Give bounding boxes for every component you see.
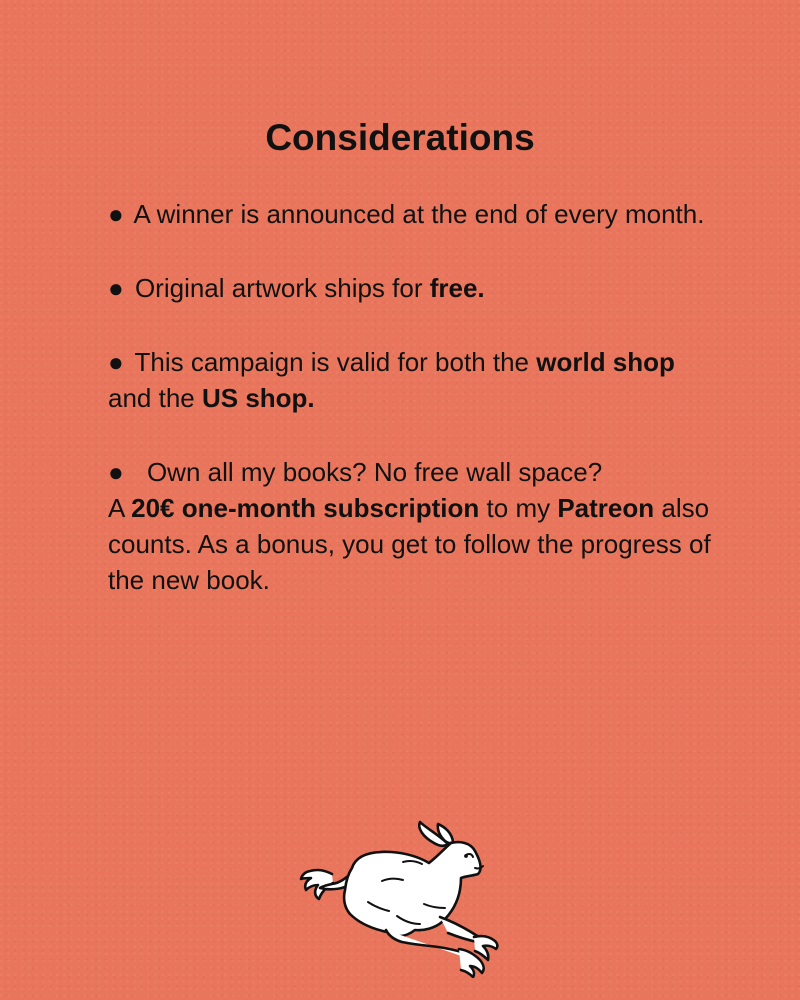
list-item — [108, 344, 718, 416]
item-bold-text: US shop. — [201, 383, 315, 413]
item-bold-text: free. — [429, 273, 485, 303]
bullet-icon: ● — [108, 199, 124, 229]
item-bold-text: 20€ one-month subscription — [131, 493, 480, 523]
item-text: Own all my books? No free wall space? — [146, 457, 603, 487]
item-text: A winner is announced at the end of every month. — [133, 199, 705, 229]
item-text: also counts. As a bonus, you get to follow the progress of the new book. — [108, 493, 711, 595]
item-bold-text: Patreon — [557, 493, 655, 523]
considerations-list — [108, 196, 718, 636]
list-item — [108, 270, 718, 306]
item-text: Original artwork ships for — [134, 273, 430, 303]
item-text: to my — [486, 493, 558, 523]
list-item — [108, 196, 718, 232]
leaping-hare-icon — [294, 820, 514, 978]
list-item — [108, 454, 718, 598]
page-title: Considerations — [265, 117, 535, 158]
hare-eye — [464, 854, 468, 858]
item-bold-text: world shop — [536, 347, 675, 377]
item-text: This campaign is valid for both the — [134, 347, 537, 377]
item-text: A — [108, 493, 132, 523]
bullet-icon: ● — [108, 457, 124, 487]
bullet-icon: ● — [108, 273, 124, 303]
bullet-icon: ● — [108, 347, 124, 377]
item-text: and the — [108, 383, 202, 413]
